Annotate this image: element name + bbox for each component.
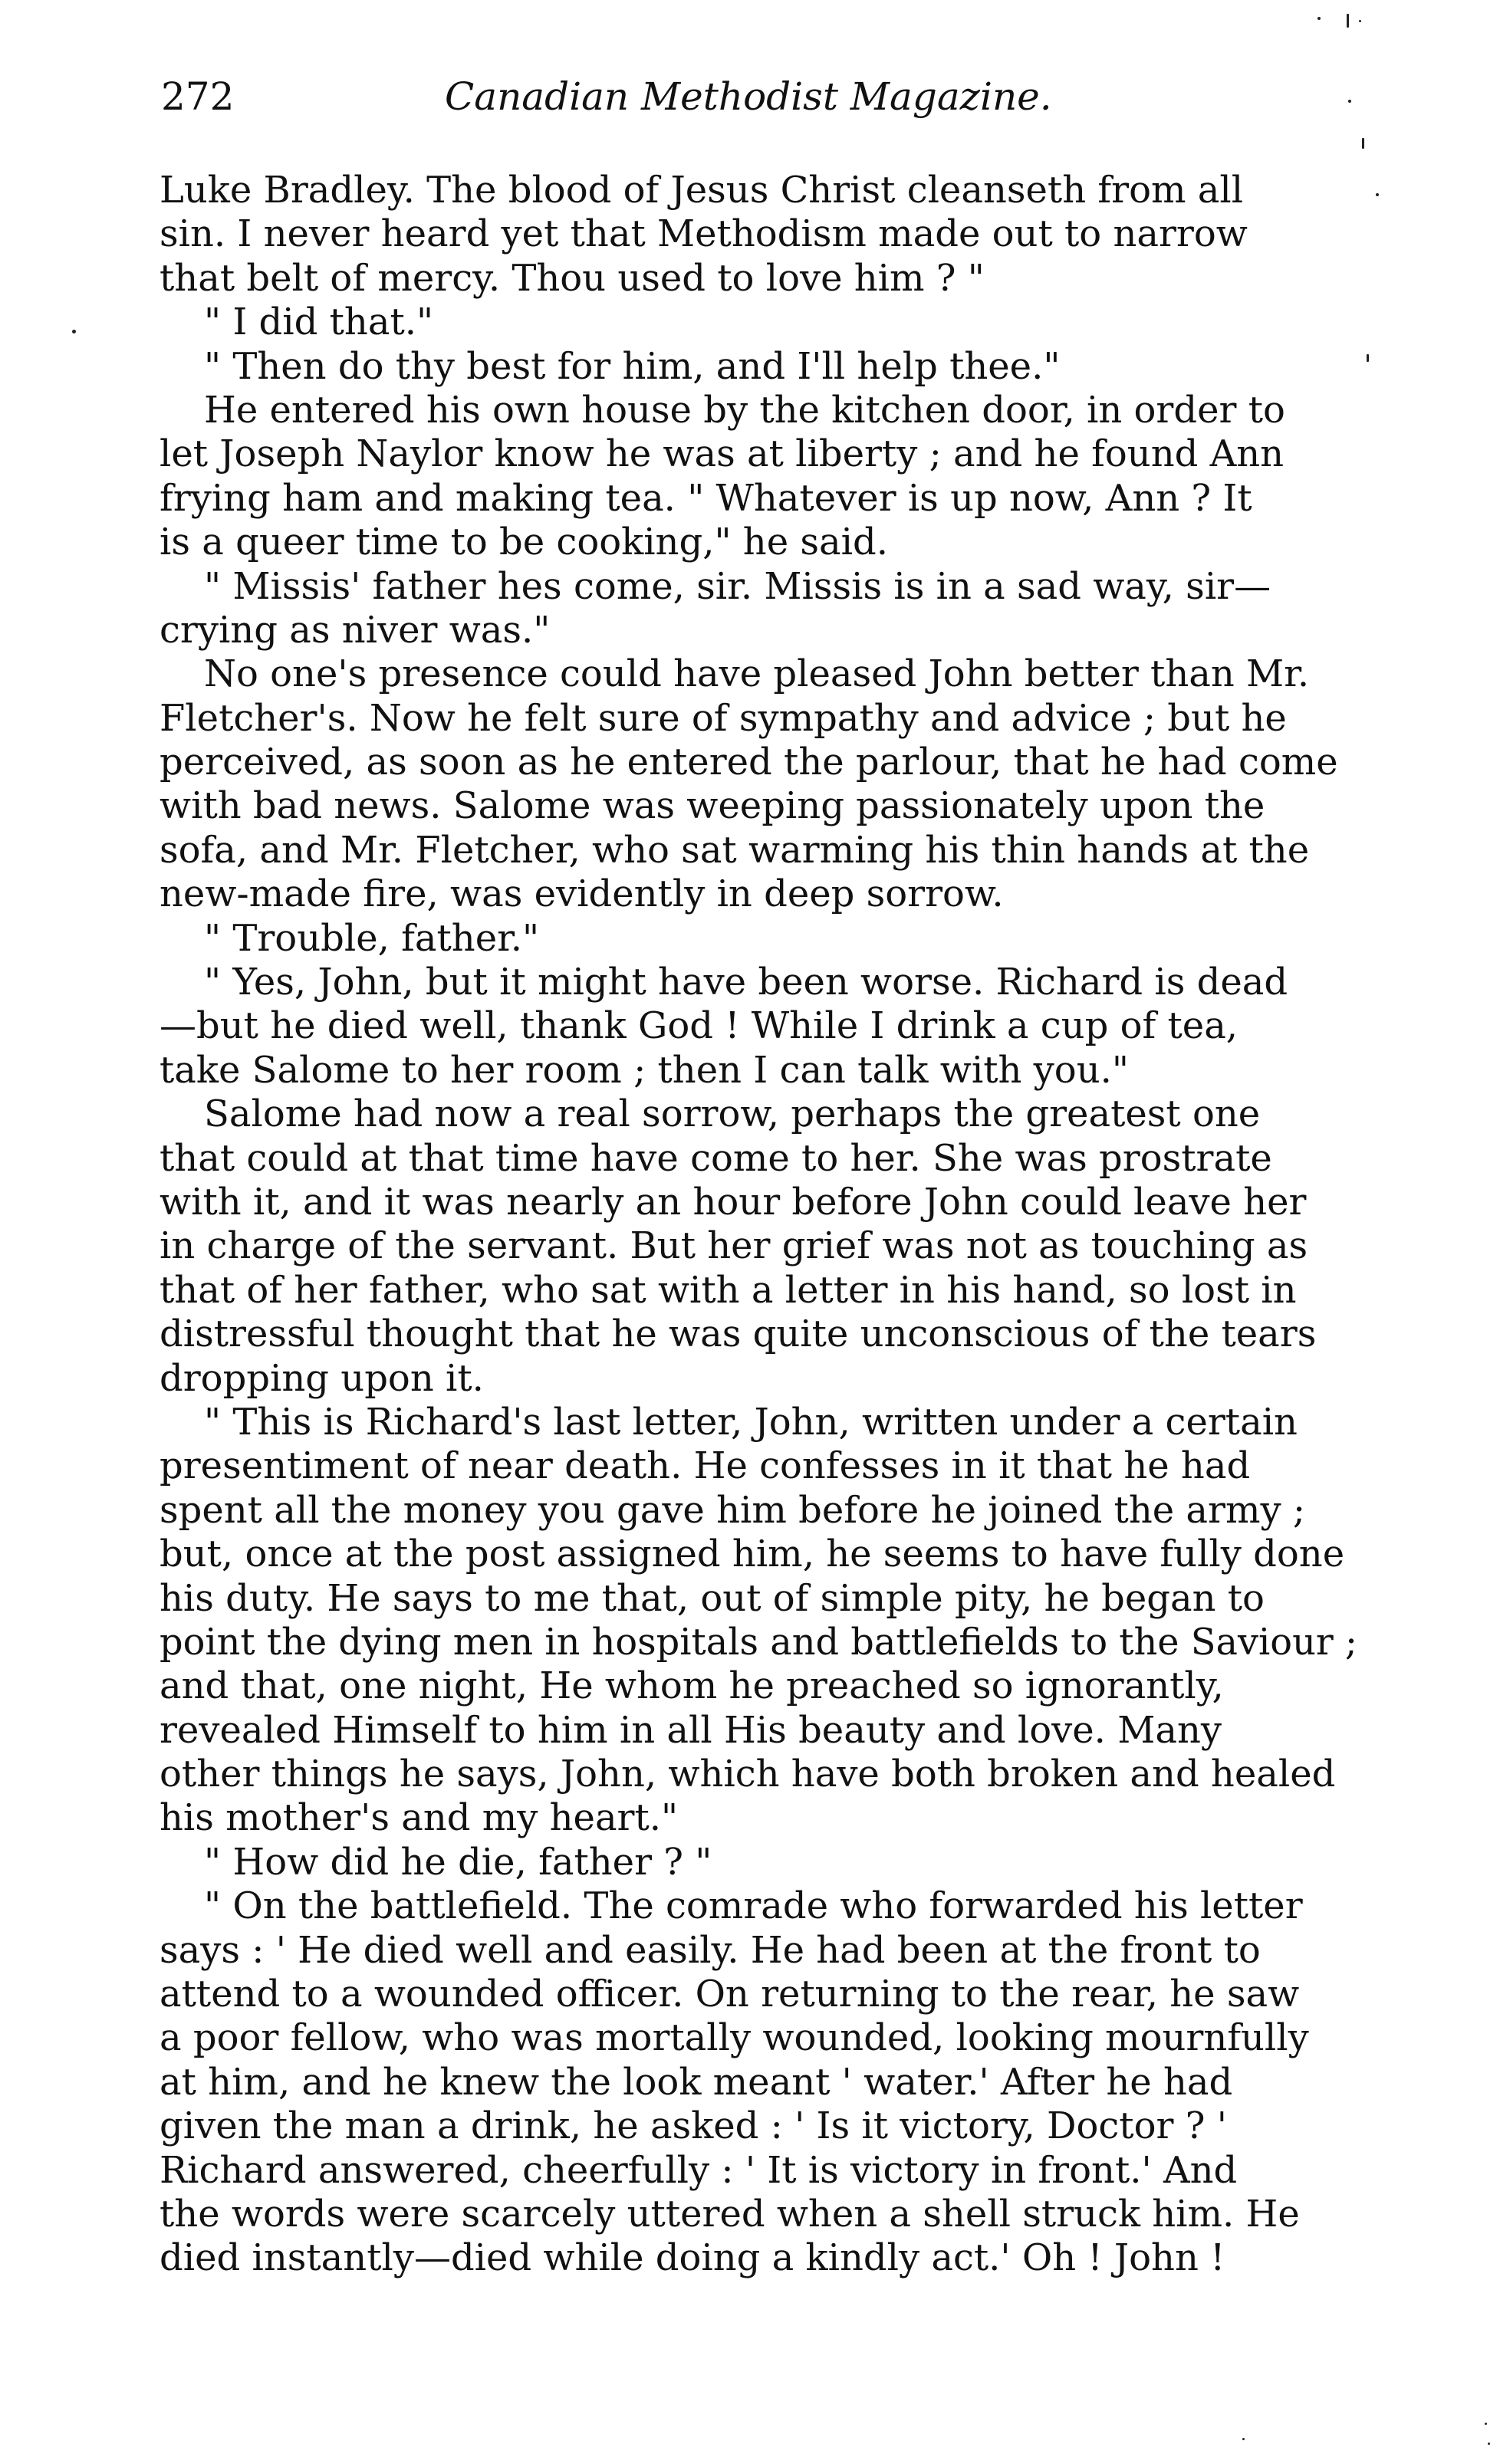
text-line: sofa, and Mr. Fletcher, who sat warming his thin hands at the bbox=[160, 828, 1310, 872]
text-line: with bad news. Salome was weeping passionately upon the bbox=[160, 784, 1265, 828]
text-line: his duty. He says to me that, out of simple pity, he began to bbox=[160, 1576, 1265, 1620]
text-line: died instantly—died while doing a kindly act.' Oh ! John ! bbox=[160, 2236, 1225, 2280]
text-line: " On the battlefield. The comrade who forwarded his letter bbox=[204, 1884, 1303, 1928]
text-line: with it, and it was nearly an hour before John could leave her bbox=[160, 1180, 1307, 1224]
text-line: attend to a wounded officer. On returning to the rear, he saw bbox=[160, 1973, 1300, 2016]
text-line: that of her father, who sat with a letter in his hand, so lost in bbox=[160, 1268, 1297, 1312]
text-line: " Yes, John, but it might have been worse. Richard is dead bbox=[204, 961, 1288, 1004]
text-line: says : ' He died well and easily. He had been at the front to bbox=[160, 1928, 1261, 1972]
text-line: revealed Himself to him in all His beauty and love. Many bbox=[160, 1708, 1222, 1752]
text-line: No one's presence could have pleased John better than Mr. bbox=[204, 652, 1310, 696]
text-line: —but he died well, thank God ! While I drink a cup of tea, bbox=[160, 1004, 1238, 1048]
text-line: " Missis' father hes come, sir. Missis is in a sad way, sir— bbox=[204, 564, 1271, 608]
text-line: given the man a drink, he asked : ' Is it victory, Doctor ? ' bbox=[160, 2104, 1227, 2148]
text-line: and that, one night, He whom he preached so ignorantly, bbox=[160, 1664, 1224, 1708]
text-line: " Trouble, father." bbox=[204, 916, 540, 960]
text-line: " How did he die, father ? " bbox=[204, 1840, 712, 1884]
text-line: perceived, as soon as he entered the parlour, that he had come bbox=[160, 741, 1338, 784]
text-line: a poor fellow, who was mortally wounded, looking mournfully bbox=[160, 2016, 1309, 2060]
running-title: Canadian Methodist Magazine. bbox=[445, 74, 1052, 119]
text-line: that could at that time have come to her. She was prostrate bbox=[160, 1136, 1272, 1180]
body-text bbox=[160, 169, 1357, 2281]
page-number: 272 bbox=[161, 74, 235, 119]
text-line: the words were scarcely uttered when a shell struck him. He bbox=[160, 2192, 1300, 2236]
text-line: in charge of the servant. But her grief was not as touching as bbox=[160, 1224, 1308, 1268]
text-line: dropping upon it. bbox=[160, 1356, 484, 1400]
text-line: other things he says, John, which have both broken and healed bbox=[160, 1753, 1336, 1796]
text-line: at him, and he knew the look meant ' water.' After he had bbox=[160, 2060, 1233, 2104]
text-line: Salome had now a real sorrow, perhaps the greatest one bbox=[204, 1092, 1261, 1136]
text-line: let Joseph Naylor know he was at liberty ; and he found Ann bbox=[160, 432, 1285, 476]
text-line: spent all the money you gave him before he joined the army ; bbox=[160, 1488, 1306, 1532]
text-line: crying as niver was." bbox=[160, 608, 551, 652]
text-line: point the dying men in hospitals and battlefields to the Saviour ; bbox=[160, 1620, 1357, 1664]
text-line: " Then do thy best for him, and I'll help thee." bbox=[204, 344, 1061, 388]
text-line: distressful thought that he was quite unconscious of the tears bbox=[160, 1312, 1317, 1356]
text-line: new-made fire, was evidently in deep sorrow. bbox=[160, 872, 1004, 916]
text-line: Fletcher's. Now he felt sure of sympathy and advice ; but he bbox=[160, 696, 1287, 740]
text-line: is a queer time to be cooking," he said. bbox=[160, 521, 888, 564]
text-line: " I did that." bbox=[204, 301, 434, 344]
text-line: Luke Bradley. The blood of Jesus Christ cleanseth from all bbox=[160, 169, 1244, 212]
text-line: but, once at the post assigned him, he seems to have fully done bbox=[160, 1533, 1345, 1576]
text-line: frying ham and making tea. " Whatever is up now, Ann ? It bbox=[160, 476, 1252, 520]
text-line: Richard answered, cheerfully : ' It is victory in front.' And bbox=[160, 2148, 1238, 2192]
text-line: " This is Richard's last letter, John, written under a certain bbox=[204, 1400, 1298, 1444]
text-line: presentiment of near death. He confesses in it that he had bbox=[160, 1444, 1251, 1488]
text-line: He entered his own house by the kitchen door, in order to bbox=[204, 388, 1285, 432]
text-line: that belt of mercy. Thou used to love him ? " bbox=[160, 256, 985, 300]
page-header bbox=[161, 74, 1357, 135]
text-line: sin. I never heard yet that Methodism made out to narrow bbox=[160, 212, 1248, 256]
text-line: take Salome to her room ; then I can talk with you." bbox=[160, 1048, 1129, 1092]
text-line: his mother's and my heart." bbox=[160, 1796, 679, 1840]
